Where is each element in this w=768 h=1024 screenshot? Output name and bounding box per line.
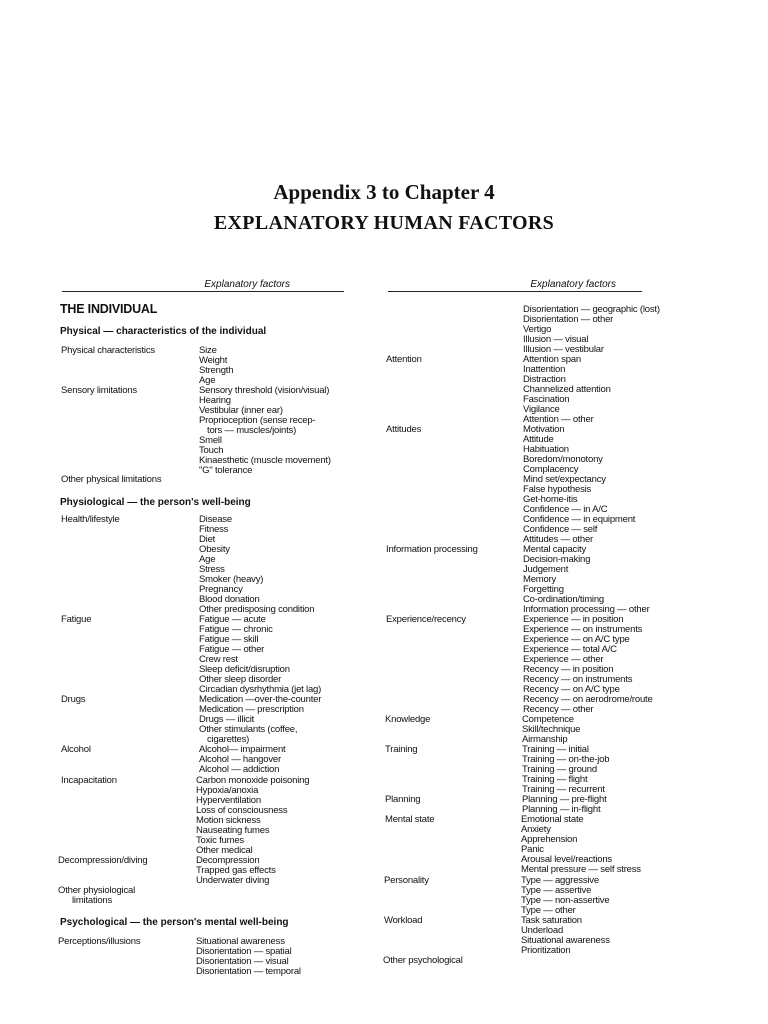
item-list-knowledge	[522, 715, 580, 745]
item-list-alcohol	[199, 745, 285, 775]
item-list-information-processing	[523, 545, 650, 615]
list-item: Touch	[199, 445, 224, 456]
item-list-fatigue	[199, 615, 321, 695]
list-item: Underwater diving	[196, 875, 270, 886]
list-item: Illusion — visual	[523, 334, 589, 345]
list-item: Pregnancy	[199, 584, 243, 595]
list-item: Confidence — in A/C	[523, 504, 608, 515]
section-title-individual: THE INDIVIDUAL	[60, 302, 158, 316]
list-item: Attention — other	[523, 414, 594, 425]
page-title: Appendix 3 to Chapter 4	[273, 180, 495, 204]
list-item: Forgetting	[523, 584, 564, 595]
list-item: Recency — on aerodrome/route	[523, 694, 653, 705]
list-item: Attention span	[523, 354, 581, 365]
list-item: Fatigue — skill	[199, 634, 259, 645]
list-item: Channelized attention	[523, 384, 611, 395]
list-item: Planning — in-flight	[522, 804, 601, 815]
list-item: Training — on-the-job	[522, 754, 610, 765]
list-item: Disorientation — spatial	[196, 946, 292, 957]
list-item: Anxiety	[521, 824, 551, 835]
list-item: Diet	[199, 534, 216, 545]
list-item: Other predisposing condition	[199, 604, 315, 615]
list-item: Vertigo	[523, 324, 552, 335]
list-item: Training — ground	[522, 764, 597, 775]
list-item: Alcohol — addiction	[199, 764, 280, 775]
list-item: Illusion — vestibular	[523, 344, 604, 355]
right-column-header	[388, 279, 642, 292]
list-item: Sleep deficit/disruption	[199, 664, 290, 675]
list-item: Inattention	[523, 364, 566, 375]
list-item: Recency — on instruments	[523, 674, 633, 685]
category-label-other-physiological-cont: limitations	[72, 895, 113, 906]
list-item: Hyperventilation	[196, 795, 261, 806]
list-item: Distraction	[523, 374, 566, 385]
category-label-physical-characteristics: Physical characteristics	[61, 345, 155, 356]
list-item: Age	[199, 375, 216, 386]
item-list-drugs	[199, 695, 321, 745]
list-item: Medication —over-the-counter	[199, 694, 322, 705]
list-item: Other medical	[196, 845, 253, 856]
item-list-workload	[521, 916, 610, 956]
list-item: Other stimulants (coffee,	[199, 724, 298, 735]
list-item: Weight	[199, 355, 228, 366]
category-label-personality: Personality	[384, 875, 429, 886]
item-list-perceptions-illusions	[196, 937, 301, 977]
list-item: Blood donation	[199, 594, 260, 605]
list-item: Mind set/expectancy	[523, 474, 606, 485]
list-item: Training — initial	[522, 744, 589, 755]
list-item: Type — assertive	[521, 885, 592, 896]
list-item: Mental capacity	[523, 544, 587, 555]
list-item: Hearing	[199, 395, 231, 406]
item-list-incapacitation	[196, 776, 309, 856]
list-item: Kinaesthetic (muscle movement)	[199, 455, 331, 466]
left-column-header-label: Explanatory factors	[204, 279, 290, 290]
list-item: Trapped gas effects	[196, 865, 276, 876]
category-label-drugs: Drugs	[61, 694, 86, 705]
list-item: Carbon monoxide poisoning	[196, 775, 310, 786]
list-item: Experience — on A/C type	[523, 634, 630, 645]
item-list-personality	[521, 876, 609, 916]
list-item: Circadian dysrhythmia (jet lag)	[199, 684, 322, 695]
category-label-sensory-limitations: Sensory limitations	[61, 385, 137, 396]
list-item: Experience — other	[523, 654, 604, 665]
list-item: cigarettes)	[207, 734, 250, 745]
item-list-physical-characteristics	[199, 346, 233, 386]
category-label-alcohol: Alcohol	[61, 744, 91, 755]
list-item: Co-ordination/timing	[523, 594, 605, 605]
list-item: Recency — other	[523, 704, 594, 715]
list-item: Smoker (heavy)	[199, 574, 264, 585]
list-item: Panic	[521, 844, 544, 855]
list-item: Disorientation — visual	[196, 956, 289, 967]
list-item: Smell	[199, 435, 222, 446]
list-item: Proprioception (sense recep-	[199, 415, 316, 426]
list-item: Complacency	[523, 464, 579, 475]
list-item: Fascination	[523, 394, 570, 405]
list-item: Type — non-assertive	[521, 895, 610, 906]
list-item: Vestibular (inner ear)	[199, 405, 283, 416]
subsection-physical: Physical — characteristics of the individual	[60, 326, 267, 337]
item-list-training	[522, 745, 609, 795]
category-label-other-psychological: Other psychological	[383, 955, 463, 966]
list-item: Type — aggressive	[521, 875, 599, 886]
list-item: Apprehension	[521, 834, 578, 845]
list-item: Recency — in position	[523, 664, 614, 675]
list-item: Emotional state	[521, 814, 584, 825]
list-item: Experience — in position	[523, 614, 624, 625]
item-list-health-lifestyle	[199, 515, 314, 615]
list-item: Arousal level/reactions	[521, 854, 612, 865]
item-list-attitudes	[523, 425, 635, 545]
right-column-header-label: Explanatory factors	[530, 279, 616, 290]
list-item: Obesity	[199, 544, 230, 555]
list-item: Nauseating fumes	[196, 825, 270, 836]
category-label-information-processing: Information processing	[386, 544, 478, 555]
list-item: Training — flight	[522, 774, 588, 785]
list-item: Fatigue — acute	[199, 614, 266, 625]
list-item: Drugs — illicit	[199, 714, 255, 725]
list-item: Age	[199, 554, 216, 565]
item-list-disorientation	[523, 305, 660, 355]
list-item: Training — recurrent	[522, 784, 605, 795]
list-item: Mental pressure — self stress	[521, 864, 641, 875]
list-item: Recency — on A/C type	[523, 684, 620, 695]
list-item: Other sleep disorder	[199, 674, 282, 685]
category-label-other-physical-limitations: Other physical limitations	[61, 474, 162, 485]
list-item: Airmanship	[522, 734, 568, 745]
category-label-workload: Workload	[384, 915, 423, 926]
category-label-planning: Planning	[385, 794, 421, 805]
list-item: Motivation	[523, 424, 565, 435]
category-label-health-lifestyle: Health/lifestyle	[61, 514, 120, 525]
category-label-knowledge: Knowledge	[385, 714, 431, 725]
subsection-physiological: Physiological — the person's well-being	[60, 497, 251, 508]
list-item: Disease	[199, 514, 232, 525]
list-item: Judgement	[523, 564, 569, 575]
list-item: Boredom/monotony	[523, 454, 603, 465]
list-item: "G" tolerance	[199, 465, 253, 476]
list-item: Confidence — in equipment	[523, 514, 636, 525]
category-label-attention: Attention	[386, 354, 422, 365]
list-item: Crew rest	[199, 654, 238, 665]
list-item: Toxic fumes	[196, 835, 244, 846]
list-item: Size	[199, 345, 217, 356]
list-item: Confidence — self	[523, 524, 598, 535]
list-item: Get-home-itis	[523, 494, 578, 505]
list-item: Prioritization	[521, 945, 571, 956]
list-item: Alcohol— impairment	[199, 744, 286, 755]
category-label-experience-recency: Experience/recency	[386, 614, 466, 625]
list-item: Task saturation	[521, 915, 582, 926]
category-label-fatigue: Fatigue	[61, 614, 92, 625]
list-item: Decision-making	[523, 554, 591, 565]
item-list-experience-recency	[523, 615, 653, 715]
list-item: Attitudes — other	[523, 534, 593, 545]
item-list-sensory-limitations	[199, 386, 331, 476]
category-label-training: Training	[385, 744, 418, 755]
category-label-decompression-diving: Decompression/diving	[58, 855, 148, 866]
list-item: Situational awareness	[196, 936, 285, 947]
item-list-mental-state	[521, 815, 641, 875]
list-item: Situational awareness	[521, 935, 610, 946]
list-item: Disorientation — temporal	[196, 966, 301, 977]
list-item: Habituation	[523, 444, 569, 455]
list-item: Memory	[523, 574, 557, 585]
subsection-psychological: Psychological — the person's mental well-being	[60, 917, 289, 928]
list-item: Experience — on instruments	[523, 624, 643, 635]
item-list-attention	[523, 355, 611, 425]
category-label-mental-state: Mental state	[385, 814, 435, 825]
list-item: Disorientation — geographic (lost)	[523, 304, 660, 315]
list-item: Fatigue — chronic	[199, 624, 273, 635]
list-item: False hypothesis	[523, 484, 592, 495]
list-item: Decompression	[196, 855, 260, 866]
list-item: Disorientation — other	[523, 314, 614, 325]
list-item: Fatigue — other	[199, 644, 265, 655]
list-item: Skill/technique	[522, 724, 581, 735]
list-item: Sensory threshold (vision/visual)	[199, 385, 330, 396]
item-list-planning	[522, 795, 607, 815]
category-label-attitudes: Attitudes	[386, 424, 422, 435]
list-item: Competence	[522, 714, 574, 725]
list-item: tors — muscles/joints)	[207, 425, 297, 436]
page-subtitle: EXPLANATORY HUMAN FACTORS	[213, 212, 555, 234]
list-item: Fitness	[199, 524, 229, 535]
list-item: Vigilance	[523, 404, 560, 415]
list-item: Hypoxia/anoxia	[196, 785, 259, 796]
list-item: Strength	[199, 365, 234, 376]
list-item: Alcohol — hangover	[199, 754, 281, 765]
category-label-other-physiological: Other physiological	[58, 885, 135, 896]
list-item: Planning — pre-flight	[522, 794, 607, 805]
list-item: Experience — total A/C	[523, 644, 617, 655]
list-item: Attitude	[523, 434, 554, 445]
left-column-header	[62, 279, 344, 292]
list-item: Type — other	[521, 905, 576, 916]
category-label-perceptions-illusions: Perceptions/illusions	[58, 936, 141, 947]
item-list-decompression-diving	[196, 856, 276, 886]
category-label-incapacitation: Incapacitation	[61, 775, 117, 786]
list-item: Loss of consciousness	[196, 805, 288, 816]
list-item: Medication — prescription	[199, 704, 304, 715]
list-item: Information processing — other	[523, 604, 650, 615]
list-item: Motion sickness	[196, 815, 261, 826]
list-item: Stress	[199, 564, 225, 575]
list-item: Underload	[521, 925, 564, 936]
